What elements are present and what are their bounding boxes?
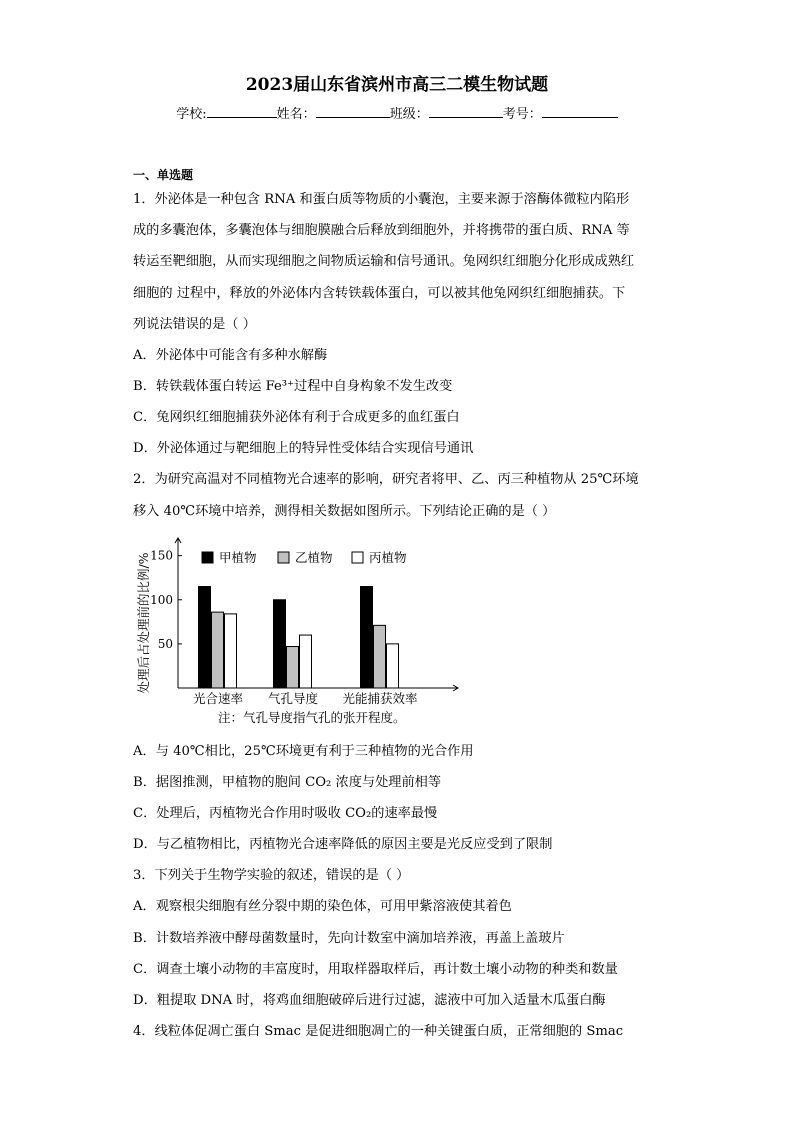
y-tick-label: 150	[150, 548, 173, 563]
x-tick-label: 光合速率	[192, 691, 244, 706]
bar	[199, 587, 211, 688]
q1-line: 细胞的 过程中，释放的外泌体内含转铁载体蛋白，可以被其他兔网织红细胞捕获。下	[133, 286, 626, 301]
legend-swatch	[352, 552, 363, 563]
bar-chart	[130, 532, 470, 732]
q3-option-d: D．粗提取 DNA 时，将鸡血细胞破碎后进行过滤，滤液中可加入适量木瓜蛋白酶	[133, 993, 606, 1008]
student-info-row	[0, 103, 794, 122]
q2-line: 2．为研究高温对不同植物光合速率的影响，研究者将甲、乙、丙三种植物从 25℃环境	[133, 472, 639, 487]
name-label: 姓名：	[276, 107, 316, 122]
chart-note: 注：气孔导度指气孔的张开程度。	[218, 710, 406, 725]
q1-option-a: A．外泌体中可能含有多种水解酶	[133, 348, 328, 363]
y-axis-title: 处理后占处理前的比例/%	[136, 552, 151, 694]
class-blank	[429, 105, 503, 118]
y-tick-label: 50	[157, 636, 173, 651]
q1-line: 转运至靶细胞，从而实现细胞之间物质运输和信号通讯。兔网织红细胞分化形成成熟红	[133, 254, 635, 269]
exam-title: 2023届山东省滨州市高三二模生物试题	[245, 75, 549, 95]
q3-option-c: C．调查土壤小动物的丰富度时，用取样器取样后，再计数土壤小动物的种类和数量	[133, 962, 618, 977]
q1-option-b: B．转铁载体蛋白转运 Fe³⁺过程中自身构象不发生改变	[133, 379, 453, 394]
q2-line: 移入 40℃环境中培养，测得相关数据如图所示。下列结论正确的是（ ）	[133, 504, 556, 519]
bar	[225, 614, 237, 688]
legend-swatch	[278, 552, 289, 563]
bar	[287, 647, 299, 688]
name-blank	[316, 105, 390, 118]
bar	[361, 587, 373, 688]
q2-option-a: A．与 40℃相比，25℃环境更有利于三种植物的光合作用	[133, 744, 474, 759]
bar	[274, 600, 286, 688]
bar	[212, 612, 224, 688]
q1-line: 1．外泌体是一种包含 RNA 和蛋白质等物质的小囊泡，主要来源于溶酶体微粒内陷形	[133, 192, 630, 207]
bar	[387, 644, 399, 688]
bar	[374, 625, 386, 688]
q1-option-d: D．外泌体通过与靶细胞上的特异性受体结合实现信号通讯	[133, 441, 474, 456]
school-blank	[207, 105, 277, 118]
q3-option-b: B．计数培养液中酵母菌数量时，先向计数室中滴加培养液，再盖上盖玻片	[133, 931, 565, 946]
q2-option-b: B．据图推测，甲植物的胞间 CO₂ 浓度与处理前相等	[133, 775, 442, 790]
q4-line: 4．线粒体促凋亡蛋白 Smac 是促进细胞凋亡的一种关键蛋白质，正常细胞的 Smac	[133, 1024, 624, 1039]
legend-label: 乙植物	[295, 550, 333, 565]
section-heading: 一、单选题	[133, 168, 194, 182]
y-tick-label: 100	[150, 592, 173, 607]
q2-option-d: D．与乙植物相比，丙植物光合速率降低的原因主要是光反应受到了限制	[133, 837, 553, 852]
class-label: 班级：	[389, 107, 429, 122]
bar	[300, 635, 312, 688]
school-label: 学校:	[176, 107, 207, 122]
q3-line: 3．下列关于生物学实验的叙述，错误的是（ ）	[133, 868, 410, 883]
q1-line: 成的多囊泡体，多囊泡体与细胞膜融合后释放到细胞外，并将携带的蛋白质、RNA 等	[133, 223, 630, 238]
legend-swatch	[202, 552, 213, 563]
exam-no-blank	[542, 105, 618, 118]
legend-label: 丙植物	[369, 550, 407, 565]
q1-line: 列说法错误的是（ ）	[133, 317, 256, 332]
x-tick-label: 光能捕获效率	[342, 691, 418, 706]
legend-label: 甲植物	[219, 550, 257, 565]
q2-option-c: C．处理后，丙植物光合作用时吸收 CO₂的速率最慢	[133, 806, 438, 821]
q3-option-a: A．观察根尖细胞有丝分裂中期的染色体，可用甲紫溶液使其着色	[133, 899, 512, 914]
exam-no-label: 考号：	[502, 107, 542, 122]
q1-option-c: C．兔网织红细胞捕获外泌体有利于合成更多的血红蛋白	[133, 410, 460, 425]
x-tick-label: 气孔导度	[267, 691, 319, 706]
